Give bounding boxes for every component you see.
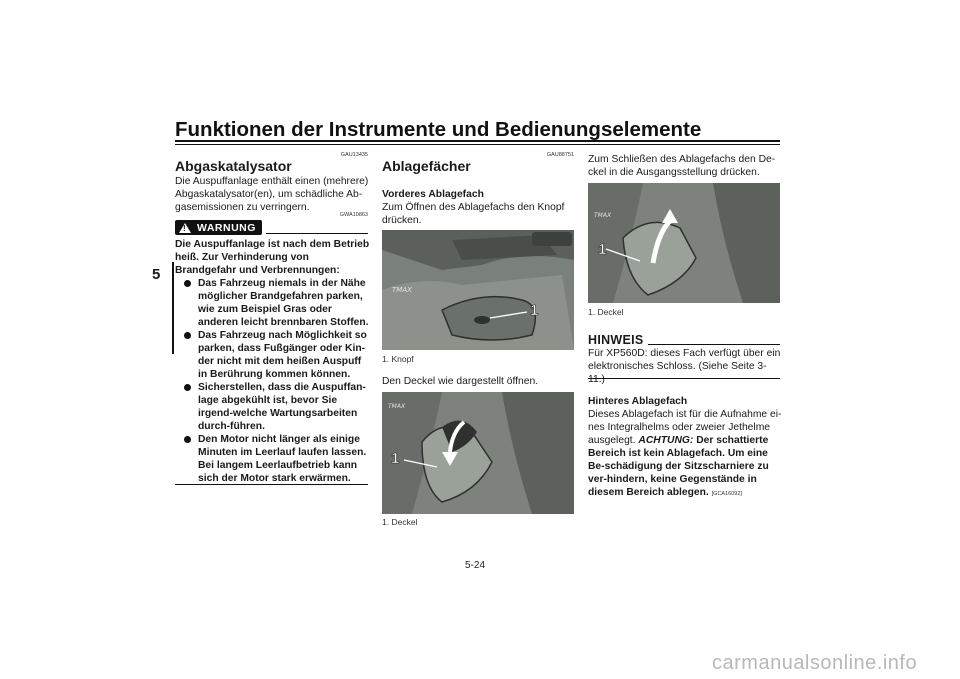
subheading-vorderes: Vorderes Ablagefach	[382, 189, 484, 200]
watermark: carmanualsonline.info	[712, 652, 918, 674]
photo-deckel-open	[382, 392, 574, 514]
caption-knopf: 1. Knopf	[382, 354, 414, 364]
page-title: Funktionen der Instrumente und Bedienungselemente	[175, 118, 702, 141]
warning-bullet: Den Motor nicht länger als einige Minuten im Leerlauf laufen lassen. Bei langem Leerlaufbetrieb kann sich der Motor stark erwärmen.	[175, 433, 370, 485]
hinweis-end-rule	[588, 378, 780, 379]
photo-knopf	[382, 230, 574, 350]
text-close-lid: Zum Schließen des Ablagefachs den De-ckel in die Ausgangsstellung drücken.	[588, 154, 776, 178]
warning-label: WARNUNG	[197, 221, 256, 234]
warning-bullet: Das Fahrzeug niemals in der Nähe möglicher Brandgefahren parken, wie zum Beispiel Gras oder anderen leicht brennbaren Stoffen.	[175, 277, 370, 329]
achtung-label: ACHTUNG:	[638, 435, 694, 446]
hinweis-rule	[648, 344, 780, 345]
warning-bullet-list	[175, 277, 370, 485]
header-rule	[175, 140, 780, 142]
svg-text:TMAX: TMAX	[392, 286, 412, 294]
text-rear-compartment	[588, 408, 784, 501]
warning-lead: Die Auspuffanlage ist nach dem Betrieb heiß. Zur Verhinderung von Brandgefahr und Verbrennungen:	[175, 239, 370, 276]
section-code: GAU13435	[340, 152, 368, 158]
header-rule-thin	[175, 144, 780, 145]
svg-text:TMAX: TMAX	[594, 212, 612, 219]
warning-bullet: Das Fahrzeug nach Möglichkeit so parken, dass Fußgänger oder Kin-der nicht mit dem heißen Auspuff in Berührung kommen können.	[175, 329, 370, 381]
warning-end-rule	[175, 484, 368, 485]
caption-deckel: 1. Deckel	[382, 517, 418, 527]
photo-deckel-open-illustration	[382, 392, 574, 514]
warning-badge	[175, 220, 262, 235]
callout-number: 1	[391, 450, 400, 467]
rear-compartment-text: Dieses Ablagefach ist für die Aufnahme ei-nes Integralhelms oder zweier Jethelme ausgelegt.	[588, 409, 782, 446]
chapter-number: 5	[152, 266, 161, 283]
callout-number: 1	[530, 302, 539, 319]
photo-deckel-close-illustration	[588, 183, 780, 303]
page-number: 5-24	[465, 560, 486, 571]
caution-code: [GCA16092]	[711, 491, 742, 497]
svg-text:TMAX: TMAX	[388, 403, 406, 410]
photo-deckel-close	[588, 183, 780, 303]
text-open-lid: Den Deckel wie dargestellt öffnen.	[382, 376, 539, 387]
warning-rule	[266, 233, 368, 234]
section-heading-ablagefaecher: Ablagefächer	[382, 158, 471, 174]
caption-deckel-close: 1. Deckel	[588, 307, 624, 317]
hinweis-header	[588, 333, 780, 347]
warning-bullet: Sicherstellen, dass die Auspuffan-lage abgekühlt ist, bevor Sie irgend-welche Wartungsarbeiten durch-führen.	[175, 381, 370, 433]
section-code: GAU88751	[546, 152, 574, 158]
subheading-hinteres: Hinteres Ablagefach	[588, 396, 688, 407]
hinweis-label: HINWEIS	[588, 333, 644, 347]
achtung-text: Der schattierte Bereich ist kein Ablagefach. Um eine Be-schädigung der Sitzscharniere zu ver-hindern, keine Gegenstände in diesem Bereich ablegen.	[588, 435, 769, 498]
text-open-button: Zum Öffnen des Ablagefachs den Knopf drücken.	[382, 202, 565, 226]
warning-icon	[179, 223, 191, 233]
callout-number: 1	[598, 241, 607, 258]
warning-code: GWA10863	[339, 212, 368, 218]
chapter-tab	[148, 262, 172, 354]
section-heading-abgaskatalysator: Abgaskatalysator	[175, 158, 292, 174]
intro-text: Die Auspuffanlage enthält einen (mehrere) Abgaskatalysator(en), um schädliche Ab-gasemissionen zu verringern.	[175, 176, 369, 213]
hinweis-text: Für XP560D: dieses Fach verfügt über ein elektronisches Schloss. (Siehe Seite 3-11.)	[588, 348, 781, 385]
chapter-bar	[172, 262, 174, 354]
photo-knopf-illustration	[382, 230, 574, 350]
warning-header	[175, 220, 368, 235]
